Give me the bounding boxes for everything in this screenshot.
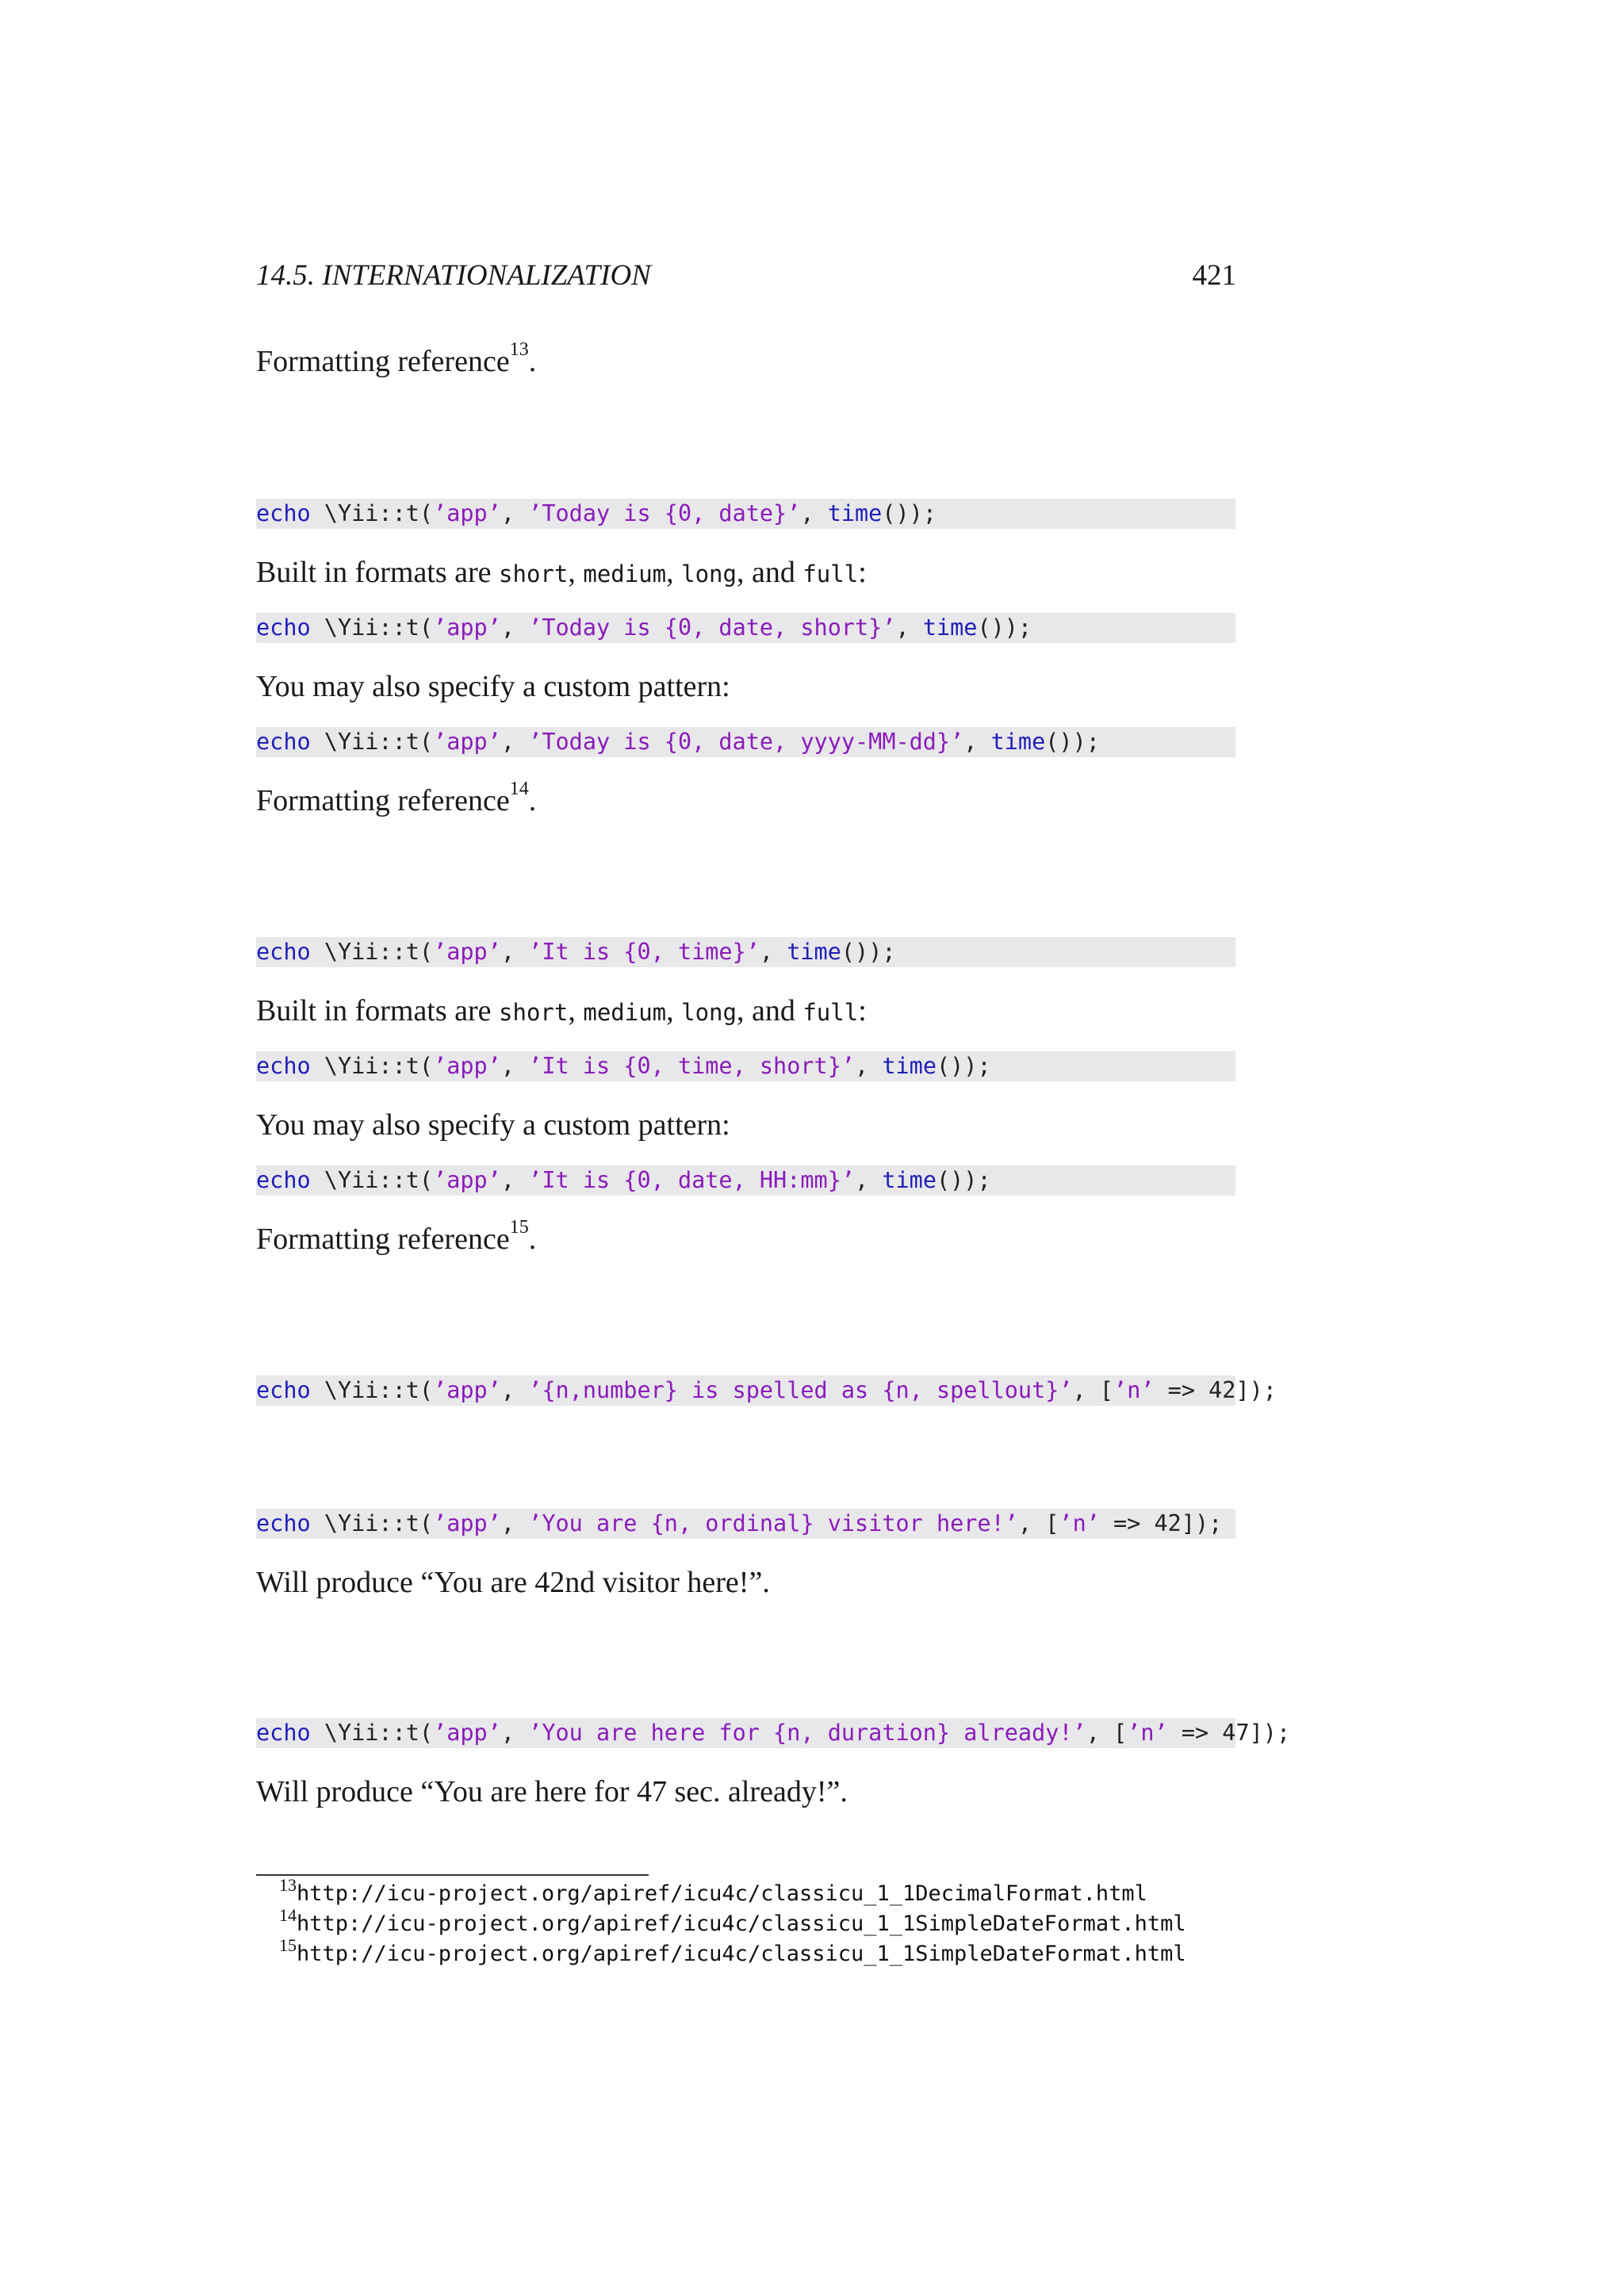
paragraph-text: , bbox=[568, 994, 584, 1027]
footnote-marker: 13 bbox=[509, 339, 529, 360]
code-text: , bbox=[500, 614, 529, 641]
inline-code: medium bbox=[583, 999, 667, 1026]
code-string: ’You are here for {n, duration} already!’ bbox=[528, 1720, 1086, 1746]
code-text: , [ bbox=[1017, 1510, 1059, 1536]
code-text: \Yii::t( bbox=[310, 614, 434, 641]
code-text: , bbox=[500, 500, 529, 526]
code-text: ()); bbox=[936, 1167, 991, 1193]
paragraph-text: Formatting reference bbox=[256, 1223, 510, 1256]
code-text: , [ bbox=[1072, 1377, 1114, 1403]
duration-result: Will produce “You are here for 47 sec. already!”. bbox=[256, 1775, 848, 1808]
code-string: ’app’ bbox=[433, 614, 501, 641]
formatting-reference-14 bbox=[256, 779, 537, 818]
inline-code: short bbox=[499, 999, 569, 1026]
code-text: \Yii::t( bbox=[310, 1053, 434, 1079]
code-text: , bbox=[500, 1053, 529, 1079]
running-header-section: 14.5. INTERNATIONALIZATION bbox=[256, 259, 651, 292]
paragraph-text: , and bbox=[736, 994, 803, 1027]
paragraph-text: , and bbox=[736, 556, 803, 589]
ordinal-result: Will produce “You are 42nd visitor here!”. bbox=[256, 1566, 770, 1599]
code-text: => 42]); bbox=[1154, 1377, 1277, 1403]
footnote-link[interactable]: http://icu-project.org/apiref/icu4c/classicu_1_1SimpleDateFormat.html bbox=[297, 1911, 1186, 1936]
formatting-reference-15 bbox=[256, 1217, 537, 1257]
code-keyword: time bbox=[990, 729, 1046, 755]
paragraph-text: , bbox=[666, 556, 682, 589]
code-string: ’app’ bbox=[433, 1167, 501, 1193]
inline-code: long bbox=[681, 999, 737, 1026]
formatting-reference-13 bbox=[256, 339, 537, 379]
code-string: ’app’ bbox=[433, 1510, 501, 1536]
paragraph-text: : bbox=[858, 994, 867, 1027]
code-string: ’{n,number} is spelled as {n, spellout}’ bbox=[528, 1377, 1073, 1403]
paragraph-text: : bbox=[858, 556, 867, 589]
code-text: , bbox=[500, 1720, 529, 1746]
code-string: ’n’ bbox=[1127, 1720, 1168, 1746]
code-text: ()); bbox=[1045, 729, 1100, 755]
code-text: , bbox=[500, 939, 529, 965]
code-string: ’It is {0, date, HH:mm}’ bbox=[528, 1167, 856, 1193]
paragraph-text: . bbox=[528, 345, 537, 378]
footnote-rule bbox=[256, 1874, 649, 1876]
code-text: ()); bbox=[841, 939, 896, 965]
code-line-duration bbox=[256, 1718, 1291, 1748]
code-string: ’app’ bbox=[433, 939, 501, 965]
builtin-formats-time bbox=[256, 993, 867, 1028]
code-text: ()); bbox=[882, 500, 936, 526]
code-text: , bbox=[500, 1510, 529, 1536]
code-text: \Yii::t( bbox=[310, 1167, 434, 1193]
code-string: ’app’ bbox=[433, 500, 501, 526]
code-keyword: time bbox=[787, 939, 841, 965]
code-text: , bbox=[855, 1053, 883, 1079]
code-string: ’app’ bbox=[433, 1053, 501, 1079]
paragraph-text: Formatting reference bbox=[256, 784, 510, 817]
code-keyword: echo bbox=[256, 614, 311, 641]
footnote-15: $^{15}$http://icu-project.org/apiref/icu4c/classicu_1_1SimpleDateFormat.html bbox=[279, 1935, 1186, 1966]
inline-code: short bbox=[499, 561, 569, 587]
inline-code: medium bbox=[583, 561, 667, 587]
footnote-14: $^{14}$http://icu-project.org/apiref/icu4c/classicu_1_1SimpleDateFormat.html bbox=[279, 1905, 1186, 1936]
code-keyword: time bbox=[882, 1167, 936, 1193]
code-text: , bbox=[963, 729, 991, 755]
paragraph-text: , bbox=[568, 556, 584, 589]
code-text: \Yii::t( bbox=[310, 500, 434, 526]
code-string: ’n’ bbox=[1059, 1510, 1100, 1536]
code-keyword: echo bbox=[256, 1720, 311, 1746]
paragraph-text: , bbox=[666, 994, 682, 1027]
paragraph-text: Built in formats are bbox=[256, 994, 500, 1027]
code-string: ’Today is {0, date, short}’ bbox=[528, 614, 896, 641]
code-text: , bbox=[759, 939, 787, 965]
code-keyword: echo bbox=[256, 1167, 311, 1193]
code-string: ’It is {0, time, short}’ bbox=[528, 1053, 856, 1079]
code-text: => 47]); bbox=[1167, 1720, 1291, 1746]
code-text: \Yii::t( bbox=[310, 1377, 434, 1403]
code-line-time bbox=[256, 937, 1235, 967]
paragraph-text: . bbox=[528, 784, 537, 817]
code-text: \Yii::t( bbox=[310, 1510, 434, 1536]
code-string: ’app’ bbox=[433, 729, 501, 755]
code-line-date-short bbox=[256, 613, 1235, 643]
code-text: , [ bbox=[1086, 1720, 1128, 1746]
footnote-link[interactable]: http://icu-project.org/apiref/icu4c/classicu_1_1DecimalFormat.html bbox=[297, 1881, 1147, 1906]
paragraph-text: Formatting reference bbox=[256, 345, 510, 378]
code-line-date-pattern bbox=[256, 727, 1235, 757]
code-keyword: echo bbox=[256, 729, 311, 755]
code-string: ’It is {0, time}’ bbox=[528, 939, 760, 965]
code-text: \Yii::t( bbox=[310, 729, 434, 755]
footnote-marker: 14 bbox=[509, 779, 529, 799]
page-number: 421 bbox=[1192, 259, 1236, 292]
inline-code: long bbox=[681, 561, 737, 587]
code-text: , bbox=[500, 729, 529, 755]
custom-pattern-time: You may also specify a custom pattern: bbox=[256, 1108, 730, 1142]
code-line-date bbox=[256, 499, 1235, 529]
code-text: ()); bbox=[977, 614, 1032, 641]
inline-code: full bbox=[802, 999, 859, 1026]
code-text: \Yii::t( bbox=[310, 939, 434, 965]
custom-pattern-date: You may also specify a custom pattern: bbox=[256, 670, 730, 703]
code-keyword: echo bbox=[256, 1053, 311, 1079]
code-string: ’app’ bbox=[433, 1720, 501, 1746]
footnote-marker: 15 bbox=[509, 1217, 529, 1238]
footnote-link[interactable]: http://icu-project.org/apiref/icu4c/classicu_1_1SimpleDateFormat.html bbox=[297, 1942, 1186, 1966]
builtin-formats-date bbox=[256, 555, 867, 590]
code-text: \Yii::t( bbox=[310, 1720, 434, 1746]
code-keyword: echo bbox=[256, 939, 311, 965]
code-keyword: time bbox=[922, 614, 978, 641]
code-keyword: echo bbox=[256, 500, 311, 526]
footnote-13: $^{13}$http://icu-project.org/apiref/icu4c/classicu_1_1DecimalFormat.html bbox=[279, 1875, 1147, 1906]
code-text: , bbox=[895, 614, 923, 641]
code-text: , bbox=[500, 1167, 529, 1193]
code-string: ’Today is {0, date, yyyy-MM-dd}’ bbox=[528, 729, 964, 755]
code-text: , bbox=[800, 500, 828, 526]
code-text: , bbox=[855, 1167, 883, 1193]
code-text: ()); bbox=[936, 1053, 991, 1079]
code-text: , bbox=[500, 1377, 529, 1403]
code-line-time-short bbox=[256, 1051, 1235, 1081]
code-string: ’app’ bbox=[433, 1377, 501, 1403]
code-text: => 42]); bbox=[1099, 1510, 1223, 1536]
code-string: ’You are {n, ordinal} visitor here!’ bbox=[528, 1510, 1018, 1536]
code-keyword: time bbox=[827, 500, 883, 526]
code-line-ordinal bbox=[256, 1509, 1235, 1539]
paragraph-text: Built in formats are bbox=[256, 556, 500, 589]
code-line-spellout bbox=[256, 1376, 1277, 1406]
paragraph-text: . bbox=[528, 1223, 537, 1256]
code-line-time-pattern bbox=[256, 1165, 1235, 1196]
code-string: ’n’ bbox=[1113, 1377, 1155, 1403]
inline-code: full bbox=[802, 561, 859, 587]
code-keyword: echo bbox=[256, 1510, 311, 1536]
code-string: ’Today is {0, date}’ bbox=[528, 500, 801, 526]
code-keyword: echo bbox=[256, 1377, 311, 1403]
code-keyword: time bbox=[882, 1053, 936, 1079]
